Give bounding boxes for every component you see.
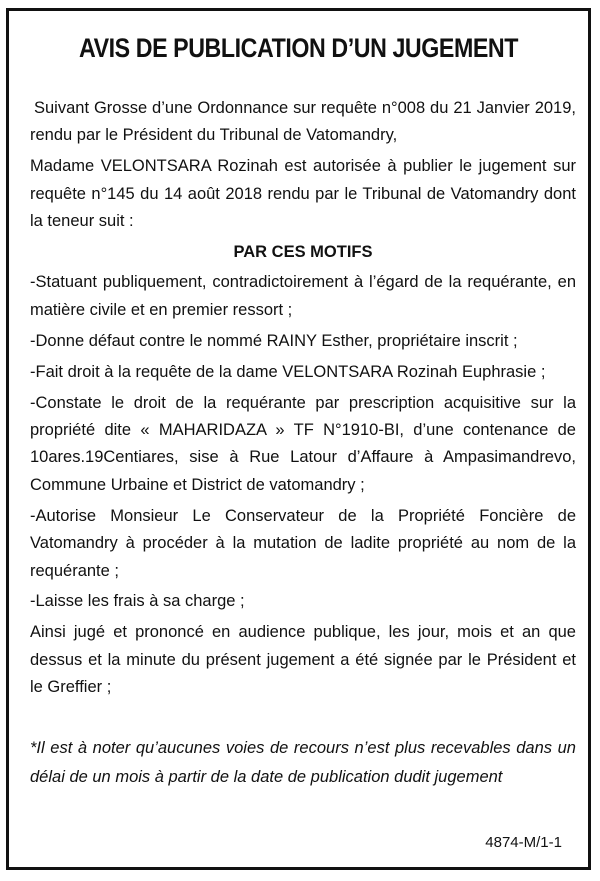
notice-body — [30, 95, 576, 795]
recourse-note: *Il est à noter qu’aucunes voies de recours n’est plus recevables dans un délai de un mois à partir de la date de publication dudit jugement — [30, 738, 576, 786]
motif-item: -Laisse les frais à sa charge ; — [30, 592, 245, 611]
motif-item: -Fait droit à la requête de la dame VELONTSARA Rozinah Euphrasie ; — [30, 362, 546, 381]
motif-item: -Donne défaut contre le nommé RAINY Esther, propriétaire inscrit ; — [30, 331, 518, 350]
intro-paragraph-2: Madame VELONTSARA Rozinah est autorisée à publier le jugement sur requête n°145 du 14 août 2018 rendu par le Tribunal de Vatomandry dont la teneur suit : — [30, 157, 576, 231]
motif-item: -Autorise Monsieur Le Conservateur de la Propriété Foncière de Vatomandry à procéder à la mutation de ladite propriété au nom de la requérante ; — [30, 506, 576, 580]
closing-paragraph: Ainsi jugé et prononcé en audience publique, les jour, mois et an que dessus et la minute du présent jugement a été signée par le Président et le Greffier ; — [30, 623, 576, 697]
intro-paragraph-1: Suivant Grosse d’une Ordonnance sur requête n°008 du 21 Janvier 2019, rendu par le Président du Tribunal de Vatomandry, — [30, 99, 576, 145]
motif-item: -Statuant publiquement, contradictoirement à l’égard de la requérante, en matière civile et en premier ressort ; — [30, 273, 576, 319]
notice-title: AVIS DE PUBLICATION D’UN JUGEMENT — [78, 33, 519, 63]
reference-number: 4874-M/1-1 — [485, 834, 562, 851]
motifs-heading: PAR CES MOTIFS — [233, 243, 373, 262]
notice-frame — [6, 8, 591, 870]
motif-item: -Constate le droit de la requérante par prescription acquisitive sur la propriété dite « MAHARIDAZA » TF N°1910-BI, d’une contenance de 10ares.19Centiares, sise à Rue Latour d’Affaure à Ampasimandrevo, Commune Urbaine et District de vatomandry ; — [30, 393, 576, 494]
